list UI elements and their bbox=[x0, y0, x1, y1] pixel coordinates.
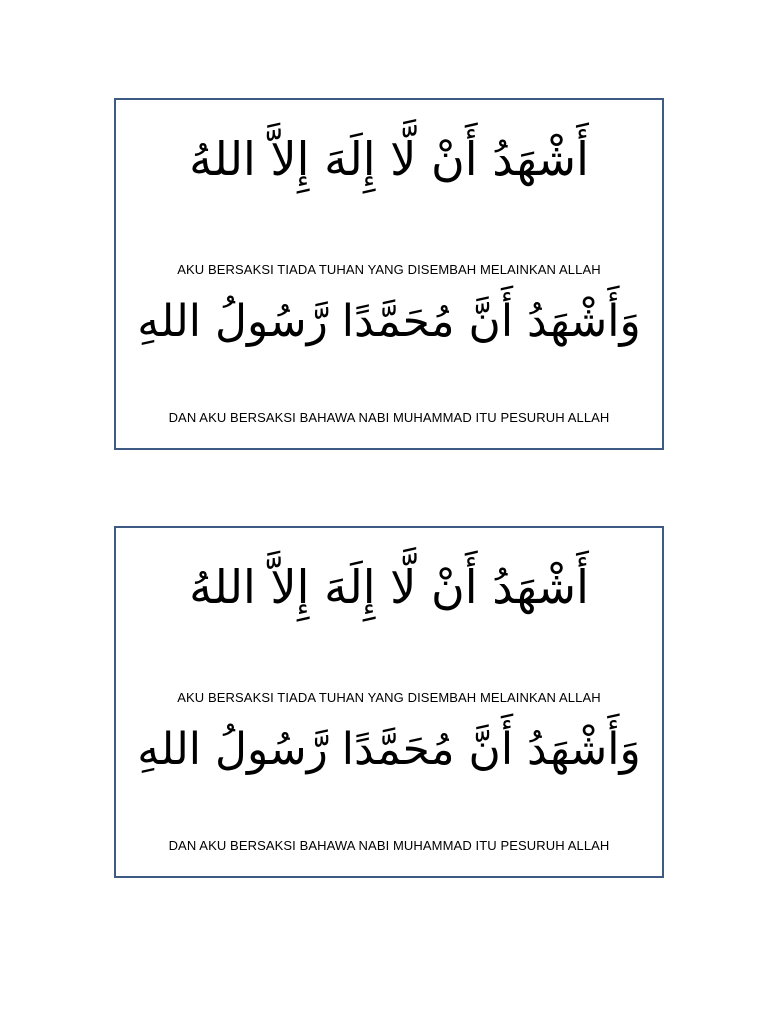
translation-line-2: DAN AKU BERSAKSI BAHAWA NABI MUHAMMAD ITU PESURUH ALLAH bbox=[168, 410, 610, 425]
translation-line-1: AKU BERSAKSI TIADA TUHAN YANG DISEMBAH MELAINKAN ALLAH bbox=[177, 262, 601, 277]
shahada-card-1 bbox=[114, 98, 664, 450]
arabic-shahada-line-2: وَأَشْهَدُ أَنَّ مُحَمَّدًا رَّسُولُ اللهِ bbox=[137, 296, 641, 347]
arabic-shahada-line-1: أَشْهَدُ أَنْ لَّا إِلَهَ إِلاَّ اللهُ bbox=[189, 560, 589, 614]
shahada-card-2 bbox=[114, 526, 664, 878]
translation-line-1: AKU BERSAKSI TIADA TUHAN YANG DISEMBAH MELAINKAN ALLAH bbox=[177, 690, 601, 705]
translation-line-2: DAN AKU BERSAKSI BAHAWA NABI MUHAMMAD ITU PESURUH ALLAH bbox=[168, 838, 610, 853]
arabic-shahada-line-1: أَشْهَدُ أَنْ لَّا إِلَهَ إِلاَّ اللهُ bbox=[189, 132, 589, 186]
arabic-shahada-line-2: وَأَشْهَدُ أَنَّ مُحَمَّدًا رَّسُولُ اللهِ bbox=[137, 724, 641, 775]
